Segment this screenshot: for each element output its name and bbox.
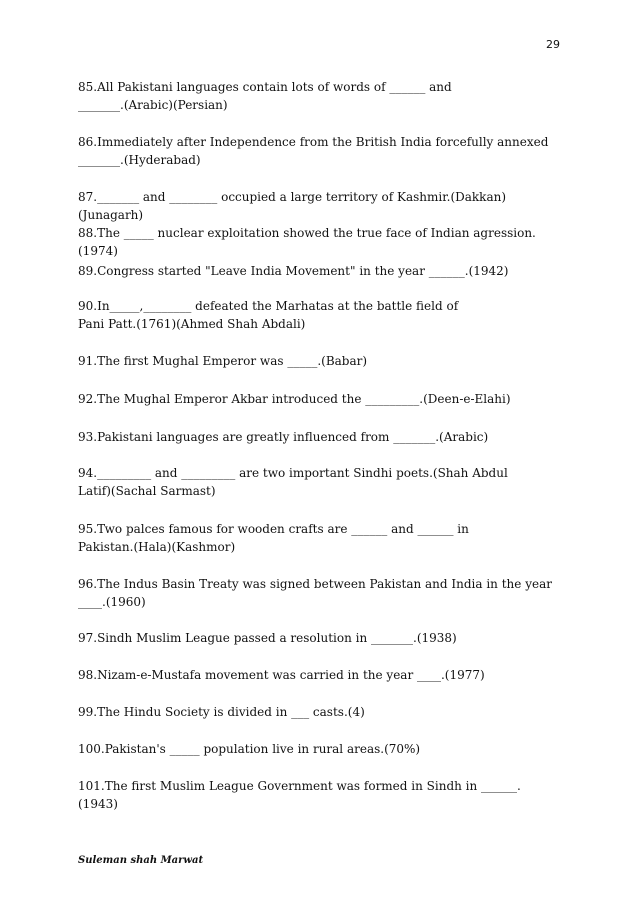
question-96: 96.The Indus Basin Treaty was signed between Pakistan and India in the year ____.(1960) — [78, 577, 552, 609]
question-89: 89.Congress started "Leave India Movement" in the year ______.(1942) — [78, 264, 509, 278]
question-99: 99.The Hindu Society is divided in ___ casts.(4) — [78, 705, 365, 719]
question-101: 101.The first Muslim League Government was formed in Sindh in ______.(1943) — [78, 779, 521, 811]
page-number: 29 — [546, 38, 560, 51]
question-98: 98.Nizam-e-Mustafa movement was carried in the year ____.(1977) — [78, 668, 485, 682]
question-85: 85.All Pakistani languages contain lots of words of ______ and _______.(Arabic)(Persian) — [78, 80, 452, 112]
question-91: 91.The first Mughal Emperor was _____.(Babar) — [78, 354, 368, 368]
question-100: 100.Pakistan's _____ population live in rural areas.(70%) — [78, 742, 421, 756]
question-95: 95.Two palces famous for wooden crafts are ______ and ______ in Pakistan.(Hala)(Kashmor) — [78, 522, 469, 554]
question-88: 88.The _____ nuclear exploitation showed the true face of Indian agression.(1974) — [78, 226, 536, 258]
question-97: 97.Sindh Muslim League passed a resolution in _______.(1938) — [78, 631, 457, 645]
question-87: 87._______ and ________ occupied a large territory of Kashmir.(Dakkan)(Junagarh) — [78, 190, 507, 222]
question-86: 86.Immediately after Independence from the British India forcefully annexed _______.(Hyderabad) — [78, 135, 549, 167]
footer-author: Suleman shah Marwat — [78, 855, 204, 866]
question-90: 90.In_____,________ defeated the Marhatas at the battle field of Pani Patt.(1761)(Ahmed Shah Abdali) — [78, 299, 459, 331]
question-92: 92.The Mughal Emperor Akbar introduced the _________.(Deen-e-Elahi) — [78, 392, 511, 406]
question-93: 93.Pakistani languages are greatly influenced from _______.(Arabic) — [78, 430, 489, 444]
question-94: 94._________ and _________ are two important Sindhi poets.(Shah Abdul Latif)(Sachal Sarmast) — [78, 466, 508, 498]
